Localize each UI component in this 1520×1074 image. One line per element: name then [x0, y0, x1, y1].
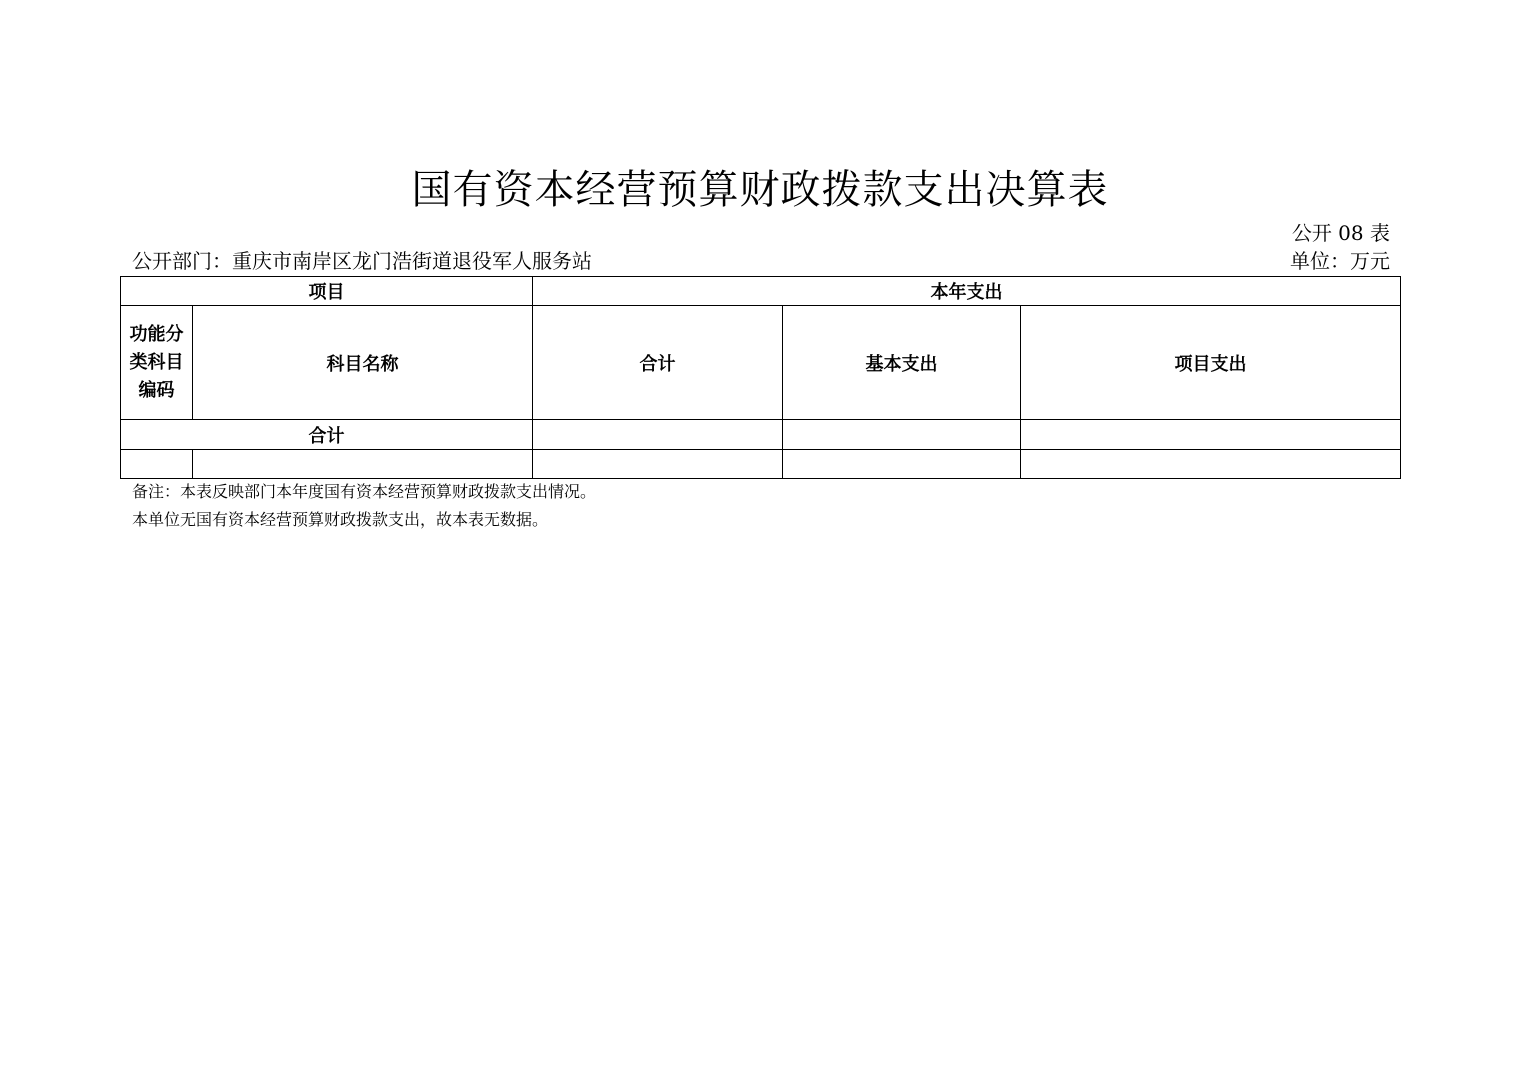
- form-code: 公开 08 表: [1291, 221, 1390, 245]
- col-project-header: 项目支出: [1021, 306, 1401, 420]
- row-code-cell: [121, 450, 193, 479]
- header-row-2: [121, 306, 1401, 420]
- header-current-year: 本年支出: [533, 277, 1401, 306]
- total-row-label: 合计: [121, 420, 533, 450]
- total-row: [121, 420, 1401, 450]
- row-basic-cell: [783, 450, 1021, 479]
- col-name-header: 科目名称: [193, 306, 533, 420]
- col-basic-header: 基本支出: [783, 306, 1021, 420]
- header-row-1: [121, 277, 1401, 306]
- row-total-cell: [533, 450, 783, 479]
- page-title: 国有资本经营预算财政拨款支出决算表: [411, 167, 1109, 213]
- unit-label: 单位：万元: [1290, 249, 1390, 273]
- row-name-cell: [193, 450, 533, 479]
- row-project-cell: [1021, 450, 1401, 479]
- total-row-project: [1021, 420, 1401, 450]
- table-row: [121, 450, 1401, 479]
- total-row-total: [533, 420, 783, 450]
- total-row-basic: [783, 420, 1021, 450]
- col-total-header: 合计: [533, 306, 783, 420]
- note-remark: 备注：本表反映部门本年度国有资本经营预算财政拨款支出情况。: [132, 482, 597, 501]
- note-no-data: 本单位无国有资本经营预算财政拨款支出，故本表无数据。: [132, 510, 549, 529]
- department-label: 公开部门：重庆市南岸区龙门浩街道退役军人服务站: [132, 249, 592, 273]
- col-code-header: 功能分类科目编码: [121, 306, 193, 420]
- budget-table: [120, 276, 1401, 479]
- header-project: 项目: [121, 277, 533, 306]
